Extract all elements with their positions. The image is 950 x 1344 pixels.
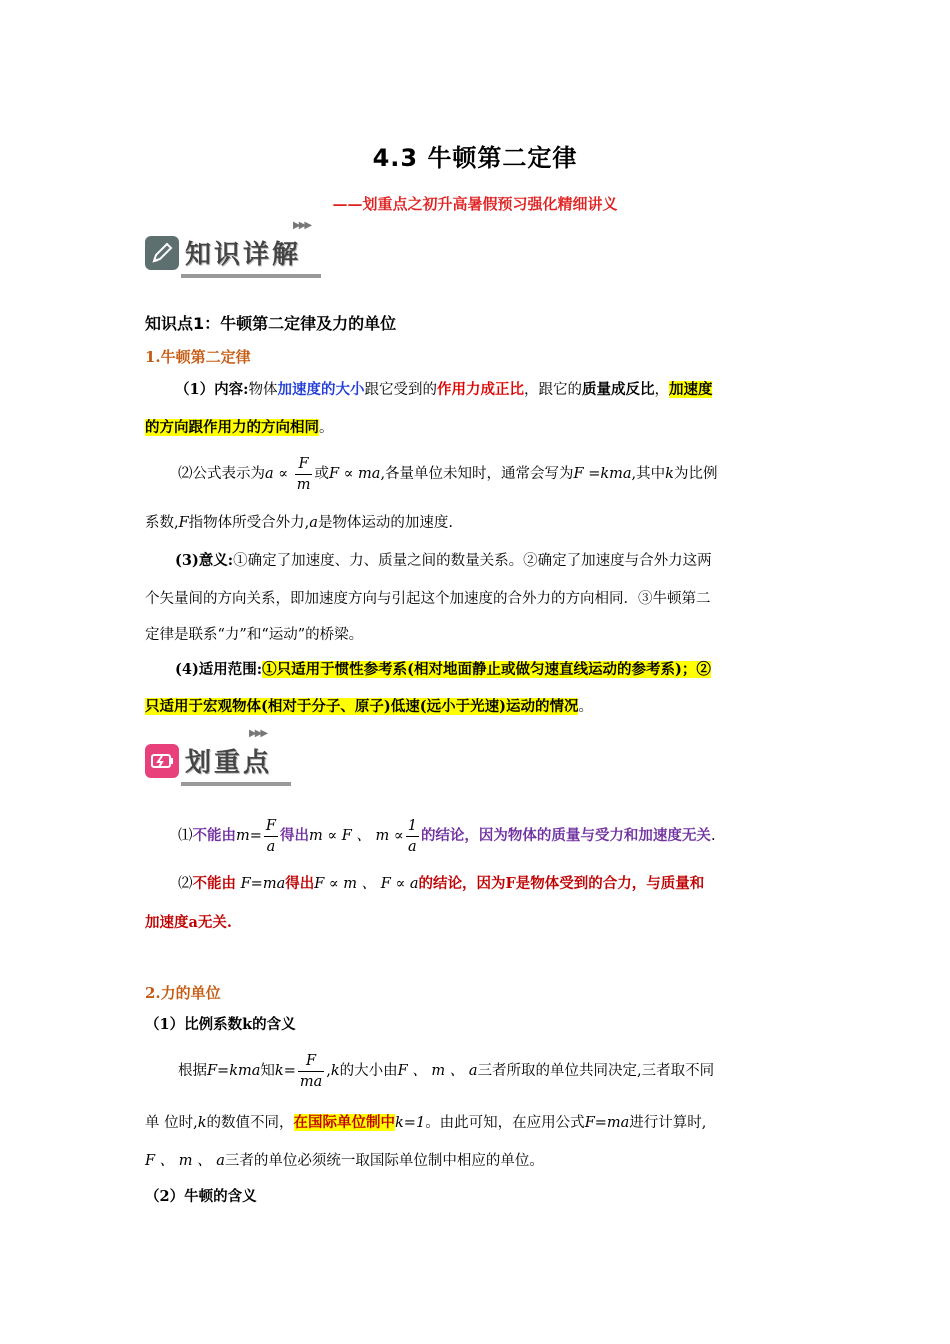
paragraph-k-line1: 根据F=kma知k= $\frac{F}{ma}$ ,k的大小由F 、 m 、 a三者所取的单位共同决定,三者取不同 bbox=[178, 1052, 715, 1090]
banner-underline bbox=[181, 782, 291, 786]
keypoint-1: ⑴不能由m= $\frac{F}{a}$ 得出m ∝ F 、 m ∝ $\frac{1}{a}$ 的结论，因为物体的质量与受力和加速度无关. bbox=[178, 817, 716, 855]
pencil-icon bbox=[145, 236, 179, 270]
banner-keypoints-text: 划重点 bbox=[185, 748, 273, 778]
paragraph-formula-line1: ⑵公式表示为a ∝ $\frac{F}{m}$ 或F ∝ ma,各量单位未知时，通常会写为F =kma,其中k为比例 bbox=[178, 455, 718, 493]
subheading-k-meaning: （1）比例系数k的含义 bbox=[145, 1016, 296, 1033]
paragraph-k-line3: F 、 m 、 a三者的单位必须统一取国际单位制中相应的单位。 bbox=[145, 1153, 544, 1169]
page-subtitle: ——划重点之初升高暑假预习强化精细讲义 bbox=[332, 195, 618, 213]
arrows-icon: ▶▶▶ bbox=[293, 220, 311, 231]
paragraph-meaning-line3: 定律是联系“力”和“运动”的桥梁。 bbox=[145, 627, 364, 643]
arrows-icon: ▶▶▶ bbox=[249, 728, 267, 739]
subheading-newton-meaning: （2）牛顿的含义 bbox=[145, 1188, 257, 1205]
keypoint-2-line1: ⑵不能由 F=ma得出F ∝ m 、 F ∝ a的结论，因为F是物体受到的合力，与质量和 bbox=[178, 875, 705, 892]
section-heading-kp1: 知识点1：牛顿第二定律及力的单位 bbox=[145, 314, 397, 333]
subheading-force-unit: 2.力的单位 bbox=[145, 984, 221, 1002]
paragraph-formula-line2: 系数,F指物体所受合外力,a是物体运动的加速度. bbox=[145, 515, 454, 531]
lightning-icon bbox=[145, 744, 179, 778]
page-title: 4.3 牛顿第二定律 bbox=[372, 144, 578, 172]
paragraph-content-line1: （1）内容:物体加速度的大小跟它受到的作用力成正比，跟它的质量成反比，加速度 bbox=[175, 381, 713, 398]
paragraph-k-line2: 单 位时,k的数值不同，在国际单位制中k=1。由此可知，在应用公式F=ma进行计算时, bbox=[145, 1114, 707, 1131]
paragraph-scope-line1: (4)适用范围:①只适用于惯性参考系(相对地面静止或做匀速直线运动的参考系)；② bbox=[175, 661, 711, 678]
paragraph-scope-line2: 只适用于宏观物体(相对于分子、原子)低速(远小于光速)运动的情况。 bbox=[145, 698, 593, 715]
paragraph-meaning-line1: (3)意义:①确定了加速度、力、质量之间的数量关系。②确定了加速度与合外力这两 bbox=[175, 552, 712, 569]
paragraph-content-line2: 的方向跟作用力的方向相同。 bbox=[145, 419, 334, 436]
banner-underline bbox=[181, 274, 321, 278]
paragraph-meaning-line2: 个矢量间的方向关系，即加速度方向与引起这个加速度的合外力的方向相同．③牛顿第二 bbox=[145, 591, 711, 607]
keypoint-2-line2: 加速度a无关. bbox=[145, 914, 232, 931]
banner-keypoints bbox=[145, 728, 295, 786]
subheading-newton-second-law: 1.牛顿第二定律 bbox=[145, 348, 251, 366]
banner-knowledge-text: 知识详解 bbox=[185, 240, 302, 270]
banner-knowledge bbox=[145, 220, 325, 278]
